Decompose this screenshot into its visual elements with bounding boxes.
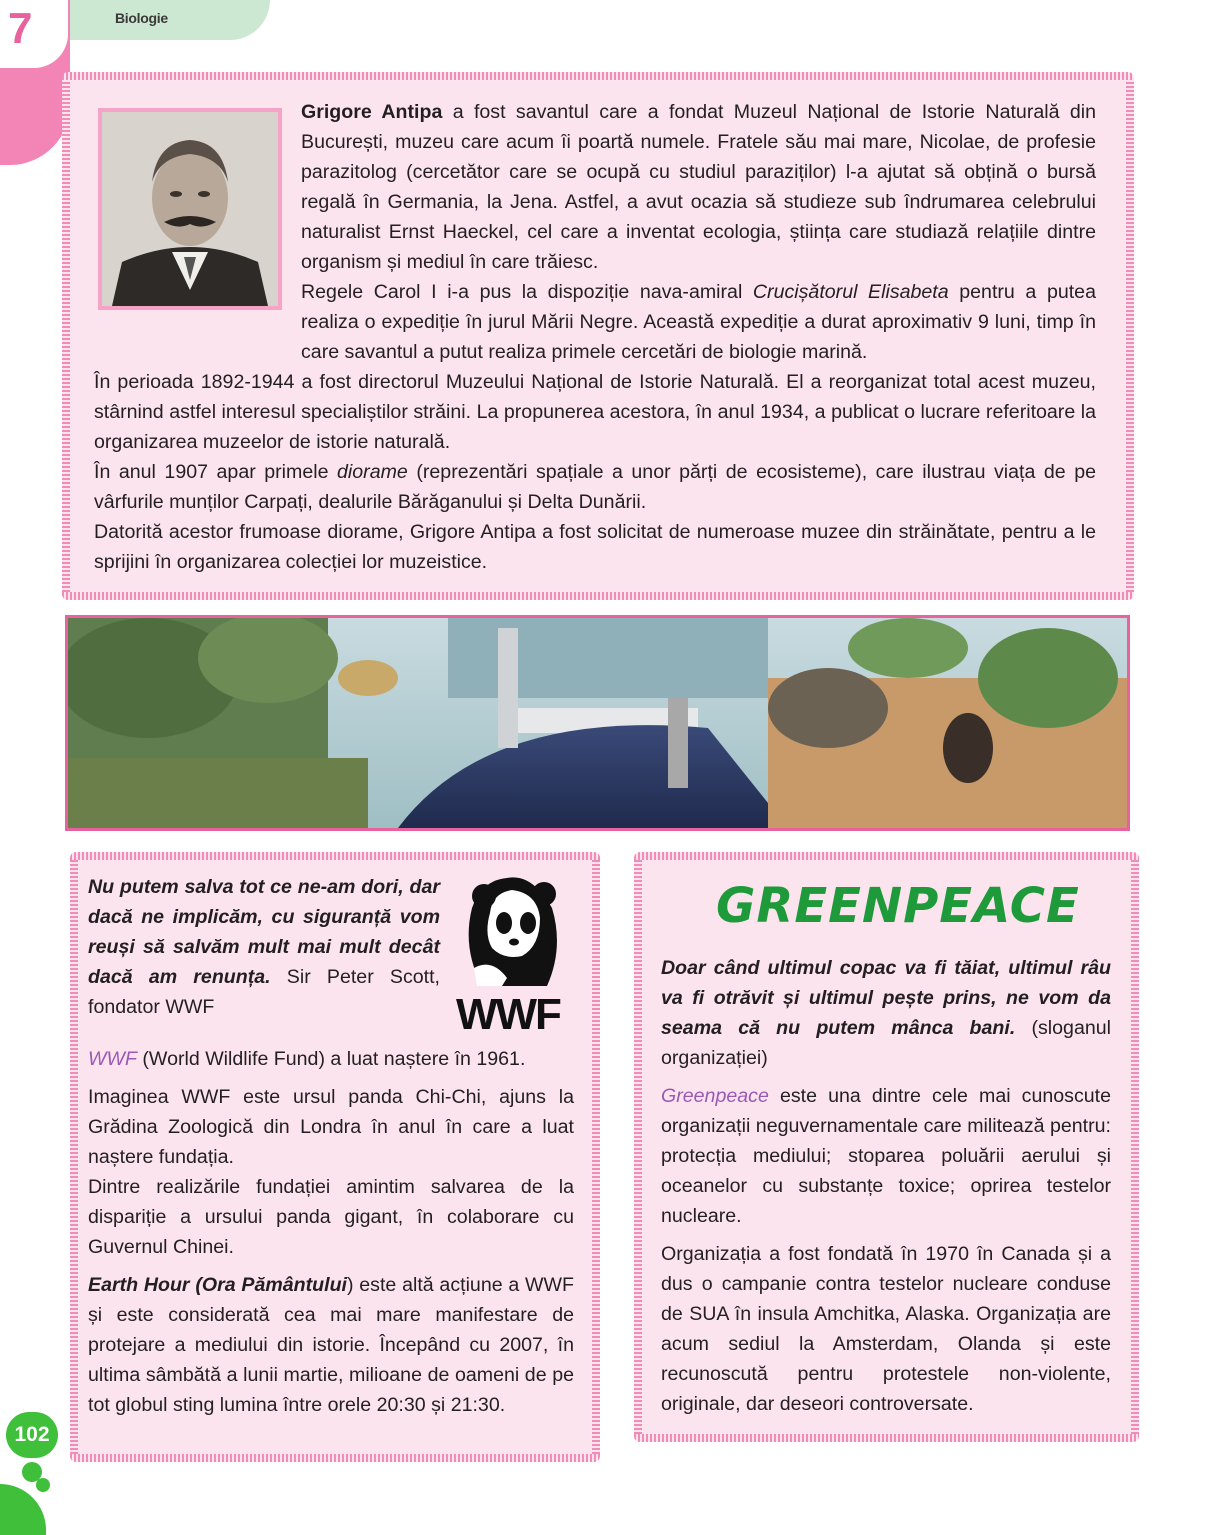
wwf-logo — [452, 868, 572, 1038]
wwf-quote-author: Sir Peter Scott, fondator WWF — [88, 966, 440, 1018]
greenpeace-p1: este una dintre cele mai cunoscute organizații neguvernamentale care militează pentru: protecția mediului; stoparea poluării aerului și oceanelor cu substanțe toxice; oprirea testelor nucleare. — [661, 1085, 1111, 1227]
decor-dot — [0, 1484, 46, 1535]
earth-hour-term: Earth Hour (Ora Pământului — [88, 1274, 347, 1296]
antipa-intro: a fost savantul care a fondat Muzeul Național de Istorie Naturală din București, muzeu care acum îi poartă numele. Fratele său mai mare, Nicolae, de profesie parazitolog (cercetător care se ocupă cu studiul paraziților) l-a ajutat să obțină o bursă regală în Germania, la Jena. Astfel, a avut ocazia să studieze sub îndrumarea celebrului naturalist Ernst Haeckel, cel care a inventat ecologia, știința care studiază relațiile dintre organism și mediul în care trăiesc. — [301, 101, 1096, 273]
museum-diorama-photo — [65, 615, 1130, 831]
antipa-p2-a: Regele Carol I i-a pus la dispoziție nava-amiral — [301, 281, 753, 303]
wwf-p3: Dintre realizările fundației amintim salvarea de la dispariție a ursului panda gigant, în colaborare cu Guvernul Chinei. — [88, 1176, 574, 1258]
wwf-logo-text: WWF — [456, 990, 560, 1039]
antipa-text-top — [301, 97, 1096, 277]
antipa-p3: În perioada 1892-1944 a fost directorul Muzeului Național de Istorie Naturală. El a reorganizat total acest muzeu, stârnind astfel interesul specialiștilor străini. La propunerea acestora, în anul 1934, a publicat o lucrare referitoare la organizarea muzeelor de istorie naturală. — [94, 371, 1096, 453]
wwf-quote-block — [88, 872, 440, 1022]
greenpeace-quote-note: (sloganul organizației) — [661, 1017, 1112, 1069]
antipa-p2-b: pentru a putea realiza o expediție în jurul Mării Negre. Această expediție a durat aproximativ 9 luni, timp în care savantul a putut realiza primele cercetări de biologie marină. — [301, 281, 1096, 363]
antipa-name: Grigore Antipa — [301, 101, 443, 123]
diorame-term: diorame — [337, 461, 408, 483]
chapter-number: 7 — [8, 4, 33, 53]
greenpeace-body — [661, 953, 1111, 1419]
subject-title: Biologie — [115, 10, 168, 26]
decor-dot — [36, 1478, 50, 1492]
ship-name: Crucișătorul Elisabeta — [752, 281, 949, 303]
greenpeace-name: Greenpeace — [661, 1085, 769, 1107]
wwf-p1: (World Wildlife Fund) a luat naștere în 1961. — [136, 1048, 526, 1070]
wwf-name: WWF — [88, 1048, 137, 1070]
antipa-text-bottom — [94, 277, 1096, 577]
wwf-p2: Imaginea WWF este ursul panda Chi-Chi, ajuns la Grădina Zoologică din Londra în anul în care a luat naștere fundația. — [88, 1086, 574, 1168]
antipa-p4-a: În anul 1907 apar primele — [94, 461, 338, 483]
antipa-p4-b: (reprezentări spațiale a unor părți de ecosisteme), care ilustrau viața de pe vârfurile munților Carpați, dealurile Bărăganului și Delta Dunării. — [94, 461, 1096, 513]
greenpeace-quote: Doar când ultimul copac va fi tăiat, ultimul râu va fi otrăvit și ultimul pește prins, ne vom da seama că nu putem mânca bani. — [661, 957, 1111, 1039]
greenpeace-logo: GREENPEACE — [716, 878, 1080, 934]
greenpeace-p2: Organizația a fost fondată în 1970 în Canada și a dus o campanie contra testelor nucleare conduse de SUA în insula Amchitka, Alaska. Organizația are acum sediul la Amsterdam, Olanda și este recunoscută pentru protestele non-violente, originale, dar deseori controversate. — [661, 1243, 1111, 1415]
page-number: 102 — [6, 1412, 58, 1458]
wwf-quote: Nu putem salva tot ce ne-am dori, dar dacă ne implicăm, cu siguranță vom reuși să salvăm mult mai mult decât dacă am renunța. — [88, 876, 440, 988]
antipa-p5: Datorită acestor frumoase diorame, Grigore Antipa a fost solicitat de numeroase muzee din străinătate, pentru a le sprijini în organizarea colecției lor muzeistice. — [94, 521, 1096, 573]
wwf-p4: ) este altă acțiune a WWF și este considerată cea mai mare manifestare de protejare a mediului din istorie. Începând cu 2007, în ultima sâmbătă a lunii martie, milioane de oameni de pe tot globul sting lumina între orele 20:30 și 21:30. — [88, 1274, 574, 1416]
wwf-body — [88, 1044, 574, 1420]
